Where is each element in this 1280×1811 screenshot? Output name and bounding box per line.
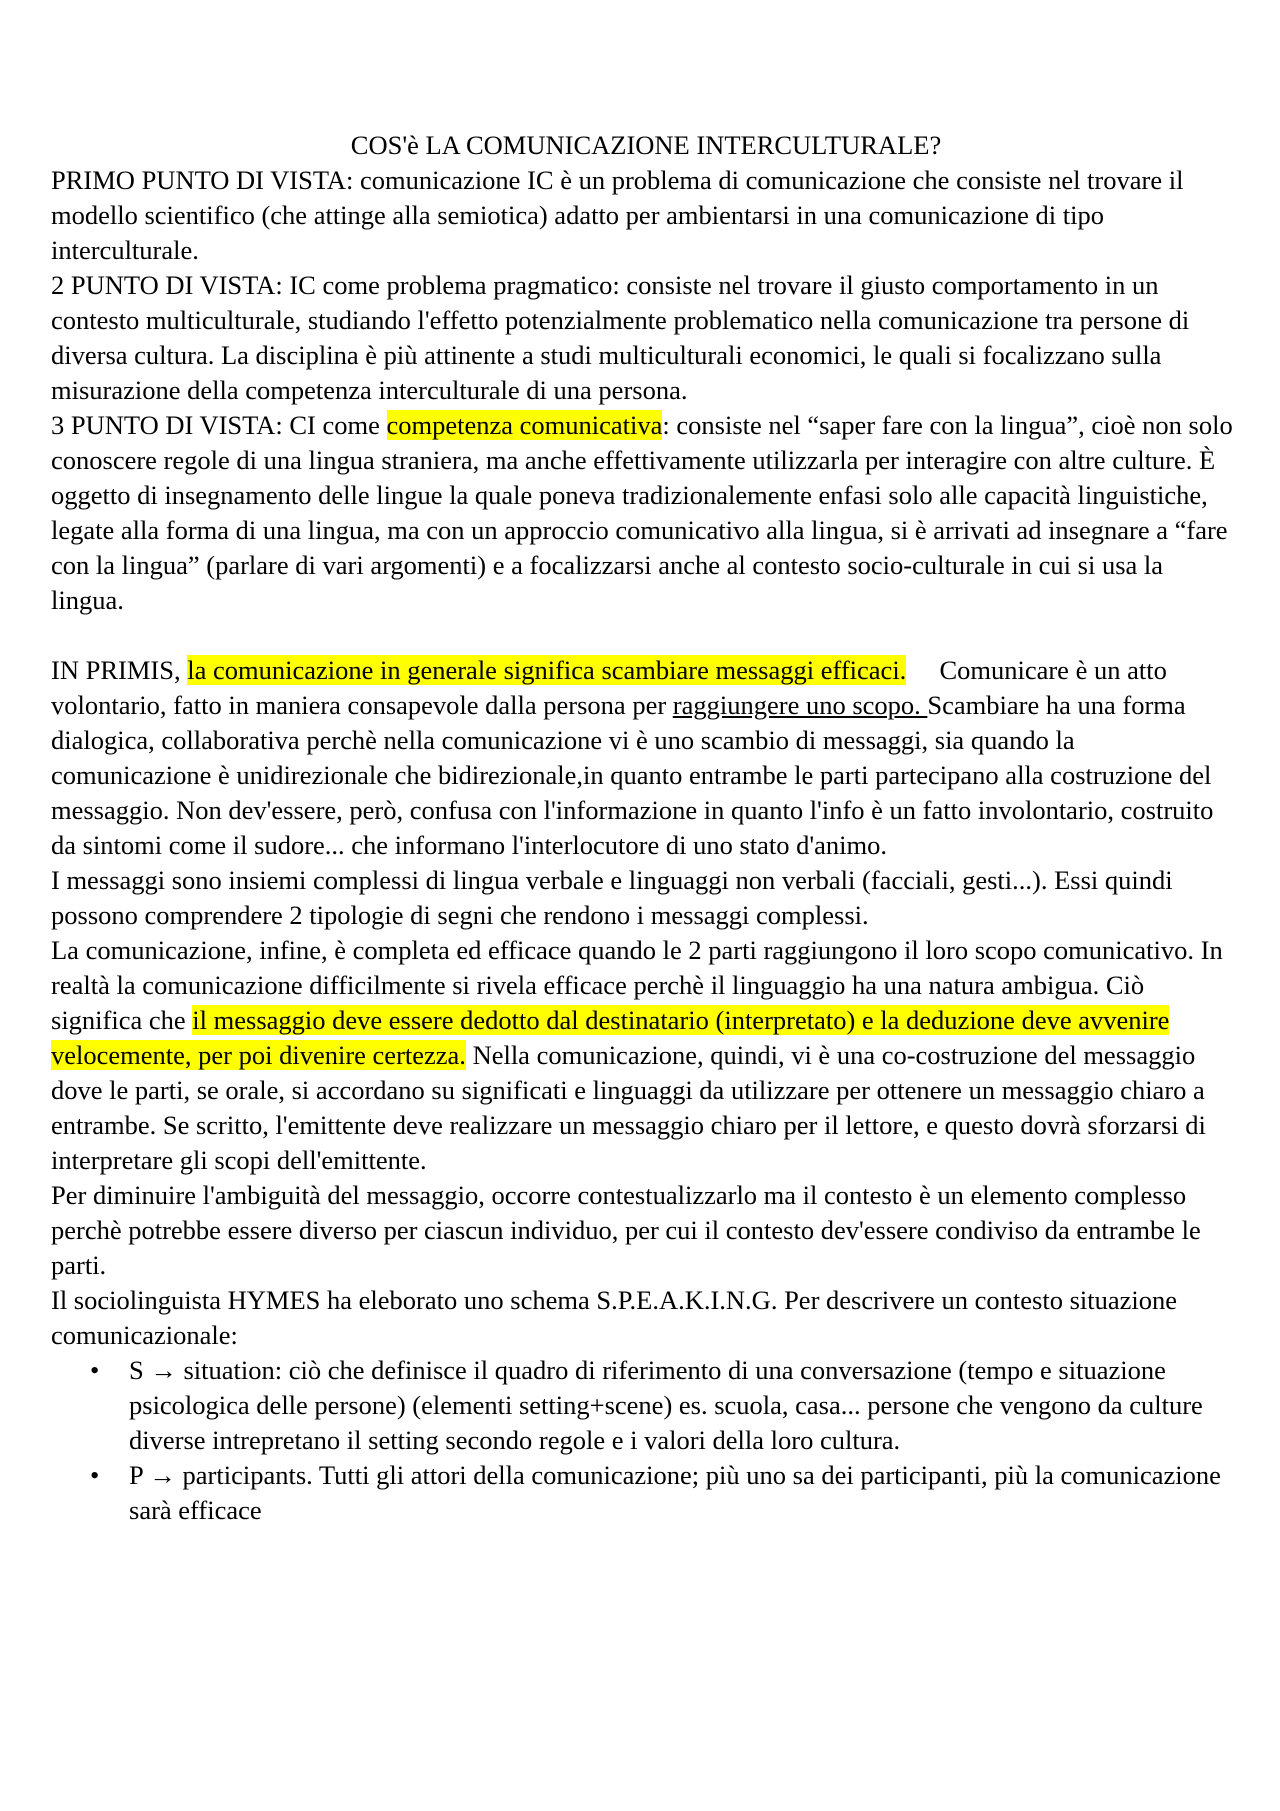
text-run: Scambiare ha una forma dialogica, collaborativa perchè nella comunicazione vi è uno scambio di messaggi, sia quando la comunicazione è unidirezionale che bidirezionale,in quanto entrambe le parti partecipano alla costruzione del messaggio. Non dev'essere, però, confusa con l'informazione in quanto l'info è un fatto involontario, costruito da sintomi come il sudore... che informano l'interlocutore di uno stato d'animo.: [51, 690, 1214, 860]
paragraph-communication-complete: [51, 933, 1241, 1178]
paragraph-third-viewpoint: [51, 408, 1241, 618]
list-item-text: P → participants. Tutti gli attori della comunicazione; più uno sa dei participanti, più la comunicazione sarà efficace: [129, 1460, 1221, 1525]
bullet-icon: •: [90, 1355, 100, 1385]
speaking-list: [51, 1353, 1241, 1528]
list-item: [90, 1353, 1241, 1458]
text-run: Comunicare è un atto volontario, fatto in maniera consapevole dalla persona per: [51, 655, 1174, 720]
paragraph-second-viewpoint: 2 PUNTO DI VISTA: IC come problema pragmatico: consiste nel trovare il giusto comportamento in un contesto multiculturale, studiando l'effetto potenzialmente problematico nella comunicazione tra persone di diversa cultura. La disciplina è più attinente a studi multiculturali economici, le quali si focalizzano sulla misurazione della competenza interculturale di una persona.: [51, 270, 1190, 405]
list-item-text: S → situation: ciò che definisce il quadro di riferimento di una conversazione (tempo e situazione psicologica delle persone) (elementi setting+scene) es. scuola, casa... persone che vengono da culture diverse intrepretano il setting secondo regole e i valori della loro cultura.: [129, 1355, 1203, 1455]
paragraph-ambiguity: Per diminuire l'ambiguità del messaggio, occorre contestualizzarlo ma il contesto è un elemento complesso perchè potrebbe essere diverso per ciascun individuo, per cui il contesto dev'essere condiviso da entrambe le parti.: [51, 1180, 1201, 1280]
text-run: : consiste nel “saper fare con la lingua”, cioè non solo conoscere regole di una lingua straniera, ma anche effettivamente utilizzarla per interagire con altre culture. È oggetto di insegnamento delle lingue la quale poneva tradizionalemente enfasi solo alle capacità linguistiche, legate alla forma di una lingua, ma con un approccio comunicativo alla lingua, si è arrivati ad insegnare a “fare con la lingua” (parlare di vari argomenti) e a focalizzarsi anche al contesto socio-culturale in cui si usa la lingua.: [51, 410, 1233, 615]
highlighted-text: la comunicazione in generale significa scambiare messaggi efficaci.: [187, 655, 907, 685]
paragraph-messages: I messaggi sono insiemi complessi di lingua verbale e linguaggi non verbali (facciali, gesti...). Essi quindi possono comprendere 2 tipologie di segni che rendono i messaggi complessi.: [51, 865, 1173, 930]
highlighted-text: il messaggio deve essere dedotto dal destinatario (interpretato) e la deduzione deve avvenire velocemente, per poi divenire certezza.: [51, 1005, 1170, 1070]
document-title: COS'è LA COMUNICAZIONE INTERCULTURALE?: [350, 130, 942, 160]
highlighted-text: competenza comunicativa: [386, 410, 663, 440]
underlined-text: raggiungere uno scopo.: [672, 690, 928, 720]
text-run: 3 PUNTO DI VISTA: CI come: [51, 410, 387, 440]
bullet-icon: •: [90, 1460, 100, 1490]
list-item: [90, 1458, 1241, 1528]
paragraph-first-viewpoint: PRIMO PUNTO DI VISTA: comunicazione IC è un problema di comunicazione che consiste nel trovare il modello scientifico (che attinge alla semiotica) adatto per ambientarsi in una comunicazione di tipo interculturale.: [51, 165, 1184, 265]
paragraph-in-primis: [51, 653, 1241, 863]
text-run: IN PRIMIS,: [51, 655, 188, 685]
paragraph-gap: [51, 618, 1241, 653]
text-run: La comunicazione, infine, è completa ed efficace quando le 2 parti raggiungono il loro scopo comunicativo. In realtà la comunicazione difficilmente si rivela efficace perchè il linguaggio ha una natura ambigua. Ciò significa che: [51, 935, 1223, 1035]
document-page: [51, 128, 1241, 1528]
paragraph-hymes: Il sociolinguista HYMES ha eleborato uno schema S.P.E.A.K.I.N.G. Per descrivere un contesto situazione comunicazionale:: [51, 1285, 1178, 1350]
text-run: Nella comunicazione, quindi, vi è una co-costruzione del messaggio dove le parti, se orale, si accordano su significati e linguaggi da utilizzare per ottenere un messaggio chiaro a entrambe. Se scritto, l'emittente deve realizzare un messaggio chiaro per il lettore, e questo dovrà sforzarsi di interpretare gli scopi dell'emittente.: [51, 1040, 1206, 1175]
